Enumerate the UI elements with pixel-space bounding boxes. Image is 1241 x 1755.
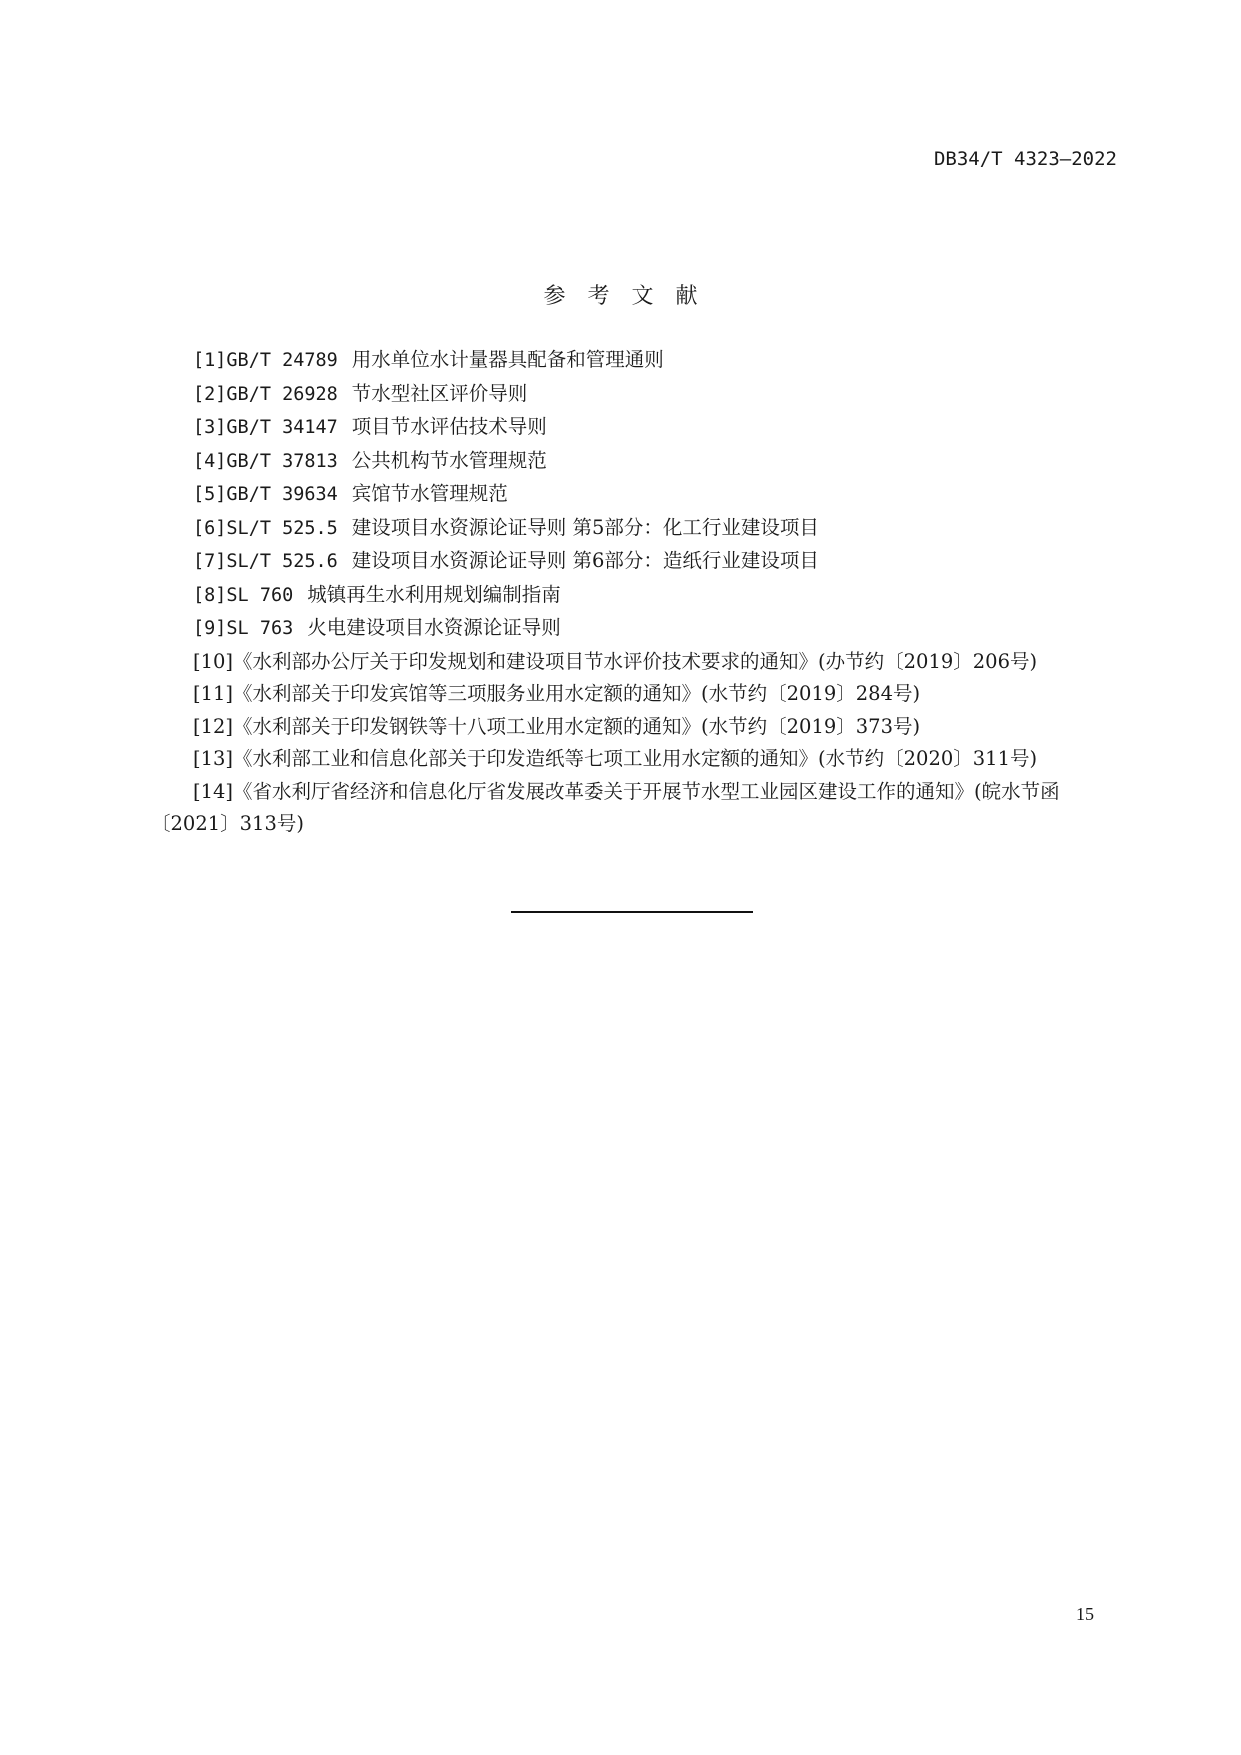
reference-item-2 — [151, 378, 1121, 412]
reference-code: [5]GB/T 39634 — [193, 484, 338, 505]
end-divider — [511, 911, 753, 913]
reference-item-5 — [151, 478, 1121, 512]
reference-title: 项目节水评估技术导则 — [351, 415, 547, 438]
reference-title: 城镇再生水利用规划编制指南 — [307, 582, 561, 606]
reference-code: [8]SL 760 — [193, 584, 294, 606]
reference-item-6 — [151, 512, 1121, 546]
reference-code: [4]GB/T 37813 — [193, 450, 338, 472]
page-title: 参考文献 — [543, 283, 720, 309]
reference-item-4 — [151, 445, 1121, 479]
reference-title: 宾馆节水管理规范 — [351, 482, 508, 505]
reference-item-13: [13]《水利部工业和信息化部关于印发造纸等七项工业用水定额的通知》(水节约〔2020〕311号) — [193, 747, 1038, 770]
standard-code: DB34/T 4323—2022 — [933, 148, 1117, 170]
reference-item-9 — [151, 612, 1121, 646]
reference-item-11: [11]《水利部关于印发宾馆等三项服务业用水定额的通知》(水节约〔2019〕284号) — [193, 682, 921, 705]
reference-title: 公共机构节水管理规范 — [351, 448, 547, 472]
reference-title: 建设项目水资源论证导则 第6部分：造纸行业建设项目 — [351, 549, 819, 572]
reference-item-10: [10]《水利部办公厅关于印发规划和建设项目节水评价技术要求的通知》(办节约〔2019〕206号) — [193, 649, 1038, 673]
reference-list — [151, 344, 1121, 841]
reference-item-1 — [151, 344, 1121, 378]
reference-code: [2]GB/T 26928 — [193, 383, 338, 405]
reference-title: 节水型社区评价导则 — [351, 381, 528, 405]
reference-code: [3]GB/T 34147 — [193, 417, 338, 438]
page-number: 15 — [1076, 1604, 1094, 1624]
reference-title: 用水单位水计量器具配备和管理通则 — [351, 348, 664, 371]
reference-code: [1]GB/T 24789 — [193, 350, 338, 371]
reference-title: 火电建设项目水资源论证导则 — [307, 616, 561, 639]
reference-title: 建设项目水资源论证导则 第5部分：化工行业建设项目 — [351, 515, 819, 539]
reference-code: [7]SL/T 525.6 — [193, 551, 338, 572]
reference-item-3 — [151, 411, 1121, 445]
reference-item-14: [14]《省水利厅省经济和信息化厅省发展改革委关于开展节水型工业园区建设工作的通知》(皖水节函〔2021〕313号) — [151, 779, 1060, 835]
reference-item-7 — [151, 545, 1121, 579]
reference-code: [6]SL/T 525.5 — [193, 517, 338, 539]
reference-code: [9]SL 763 — [193, 618, 294, 639]
reference-item-8 — [151, 579, 1121, 613]
reference-item-12: [12]《水利部关于印发钢铁等十八项工业用水定额的通知》(水节约〔2019〕373号) — [193, 714, 921, 738]
